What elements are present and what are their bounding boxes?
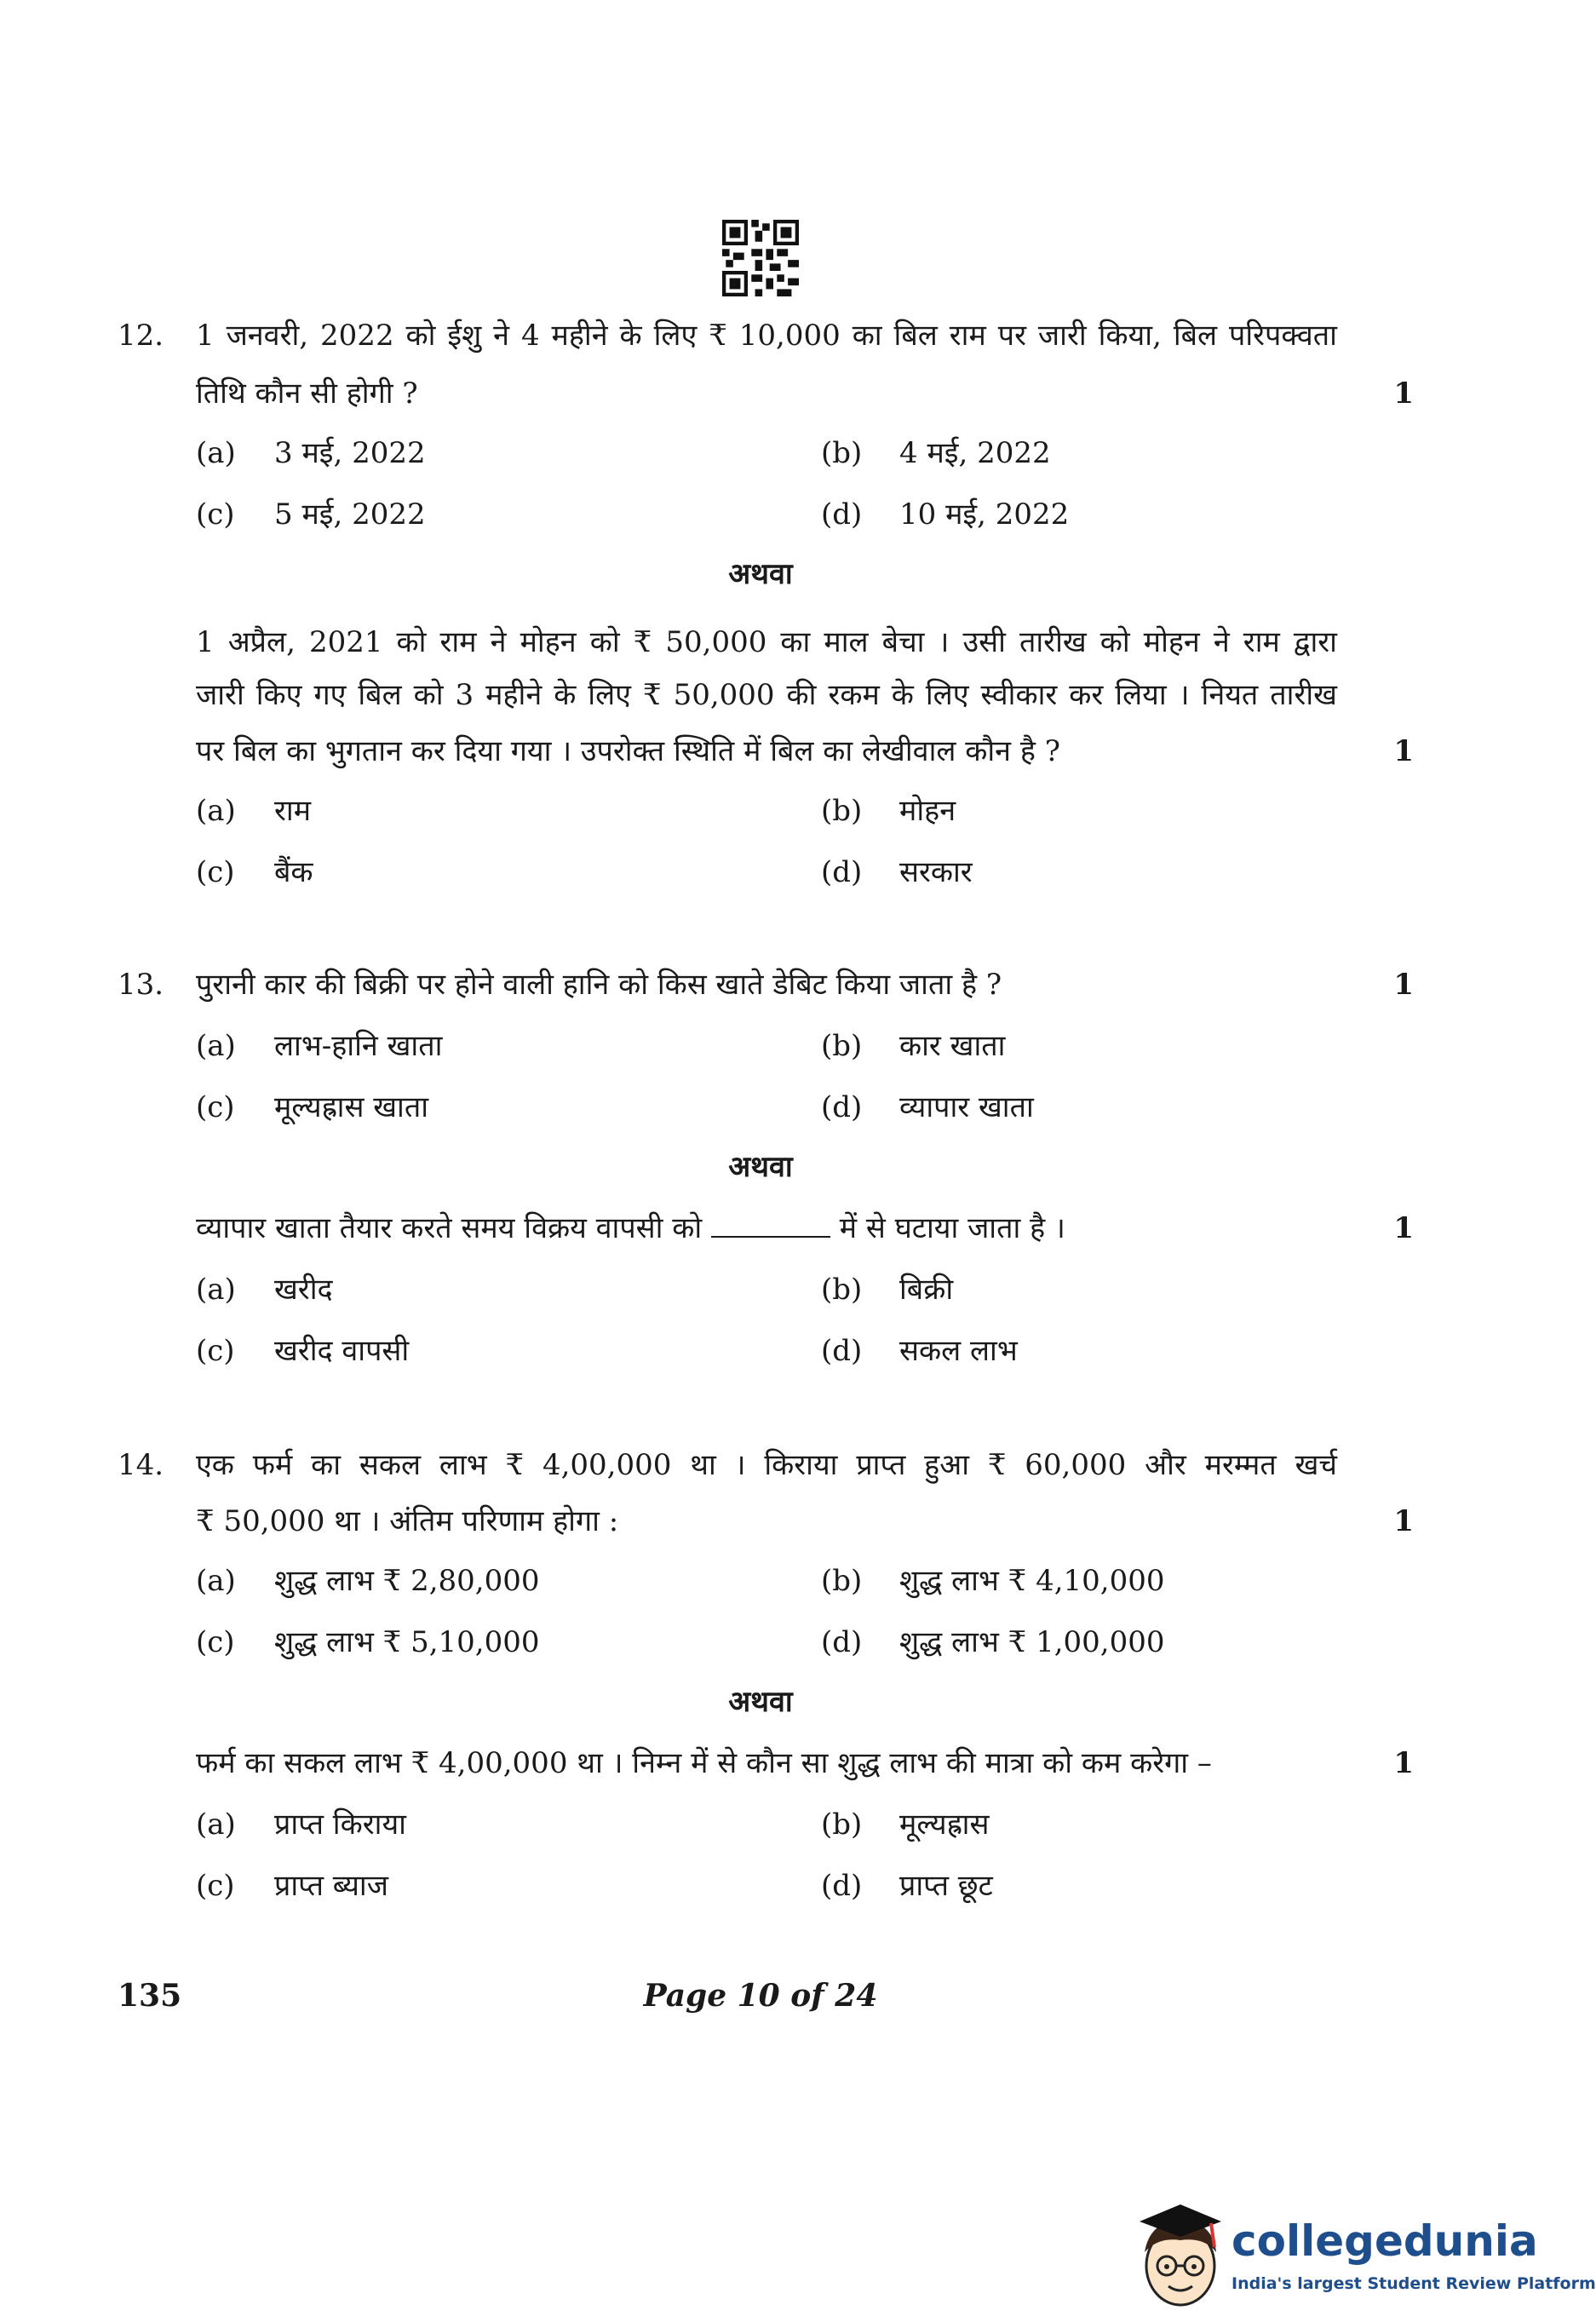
question-text: फर्म का सकल लाभ ₹ 4,00,000 था । निम्न में से कौन सा शुद्ध लाभ की मात्रा को कम करेगा – xyxy=(196,1746,1212,1780)
option-b xyxy=(821,1806,989,1843)
option-label: (b) xyxy=(821,1564,863,1598)
marks: 1 xyxy=(1393,734,1414,768)
option-a xyxy=(196,434,426,472)
question-number: 12. xyxy=(118,319,164,353)
option-text: प्राप्त किराया xyxy=(274,1808,406,1842)
option-text: व्यापार खाता xyxy=(899,1090,1034,1124)
option-b xyxy=(821,792,956,830)
option-c xyxy=(196,496,426,533)
option-text: शुद्ध लाभ ₹ 2,80,000 xyxy=(274,1564,540,1598)
option-text: मूल्यह्रास xyxy=(899,1808,990,1842)
option-a xyxy=(196,1562,540,1600)
option-label: (b) xyxy=(821,1029,863,1063)
option-text: शुद्ध लाभ ₹ 1,00,000 xyxy=(899,1625,1165,1659)
option-text: कार खाता xyxy=(899,1029,1006,1063)
option-text: सरकार xyxy=(899,855,973,889)
brand-name: collegedunia xyxy=(1231,2216,1538,2266)
option-text: शुद्ध लाभ ₹ 4,10,000 xyxy=(899,1564,1165,1598)
option-d xyxy=(821,496,1069,533)
option-b xyxy=(821,1562,1165,1600)
option-label: (a) xyxy=(196,436,236,470)
option-label: (c) xyxy=(196,497,235,532)
option-text: राम xyxy=(274,794,312,828)
option-label: (b) xyxy=(821,1808,863,1842)
question-text: पर बिल का भुगतान कर दिया गया । उपरोक्त स्थिति में बिल का लेखीवाल कौन है ? xyxy=(196,734,1060,768)
question-text-part: व्यापार खाता तैयार करते समय विक्रय वापसी को xyxy=(196,1211,703,1245)
option-text: 5 मई, 2022 xyxy=(274,497,426,532)
option-text: खरीद xyxy=(274,1273,333,1307)
option-text: शुद्ध लाभ ₹ 5,10,000 xyxy=(274,1625,540,1659)
or-separator: अथवा xyxy=(728,1150,793,1184)
mascot-icon xyxy=(1133,2203,1228,2315)
option-b xyxy=(821,1271,953,1308)
question-text: जारी किए गए बिल को 3 महीने के लिए ₹ 50,000 की रकम के लिए स्वीकार कर लिया । नियत तारीख xyxy=(196,678,1337,712)
marks: 1 xyxy=(1393,376,1414,411)
qr-code-icon xyxy=(722,220,799,296)
option-text: 3 मई, 2022 xyxy=(274,436,426,470)
marks: 1 xyxy=(1393,968,1414,1002)
option-text: लाभ-हानि खाता xyxy=(274,1029,443,1063)
option-d xyxy=(821,1624,1165,1661)
marks: 1 xyxy=(1393,1211,1414,1245)
option-label: (a) xyxy=(196,1273,236,1307)
marks: 1 xyxy=(1393,1504,1414,1538)
option-c xyxy=(196,1089,428,1126)
option-d xyxy=(821,1867,993,1905)
option-text: मूल्यह्रास खाता xyxy=(274,1090,429,1124)
option-label: (d) xyxy=(821,1869,863,1903)
question-number: 14. xyxy=(118,1448,164,1482)
option-a xyxy=(196,792,311,830)
paper-code: 135 xyxy=(118,1978,182,2014)
option-d xyxy=(821,1332,1018,1370)
option-label: (a) xyxy=(196,1029,236,1063)
option-b xyxy=(821,1027,1005,1065)
option-label: (d) xyxy=(821,1334,863,1368)
option-text: 4 मई, 2022 xyxy=(899,436,1051,470)
fill-in-blank xyxy=(711,1210,830,1238)
option-label: (c) xyxy=(196,1869,235,1903)
or-separator: अथवा xyxy=(728,1685,793,1719)
question-text: 1 अप्रैल, 2021 को राम ने मोहन को ₹ 50,000 का माल बेचा । उसी तारीख को मोहन ने राम द्वारा xyxy=(196,625,1337,659)
option-d xyxy=(821,1089,1034,1126)
option-label: (c) xyxy=(196,1625,235,1659)
option-d xyxy=(821,854,973,891)
option-c xyxy=(196,1867,388,1905)
option-c xyxy=(196,1332,409,1370)
question-text: एक फर्म का सकल लाभ ₹ 4,00,000 था । किराया प्राप्त हुआ ₹ 60,000 और मरम्मत खर्च xyxy=(196,1448,1337,1482)
page-number: Page 10 of 24 xyxy=(643,1978,878,2014)
option-label: (b) xyxy=(821,1273,863,1307)
option-text: सकल लाभ xyxy=(899,1334,1018,1368)
option-label: (b) xyxy=(821,436,863,470)
option-label: (d) xyxy=(821,1625,863,1659)
option-label: (d) xyxy=(821,497,863,532)
option-b xyxy=(821,434,1051,472)
option-label: (a) xyxy=(196,1564,236,1598)
option-c xyxy=(196,854,313,891)
option-text: बिक्री xyxy=(899,1273,954,1307)
option-text: प्राप्त ब्याज xyxy=(274,1869,388,1903)
option-text: मोहन xyxy=(899,794,956,828)
question-text: तिथि कौन सी होगी ? xyxy=(196,376,418,411)
option-text: बैंक xyxy=(274,855,313,889)
question-number: 13. xyxy=(118,968,164,1002)
brand-tagline: India's largest Student Review Platform xyxy=(1231,2274,1596,2293)
option-text: 10 मई, 2022 xyxy=(899,497,1070,532)
marks: 1 xyxy=(1393,1746,1414,1780)
option-a xyxy=(196,1027,442,1065)
question-text: ₹ 50,000 था । अंतिम परिणाम होगा : xyxy=(196,1504,619,1538)
or-separator: अथवा xyxy=(728,557,793,591)
option-label: (c) xyxy=(196,1334,235,1368)
question-text xyxy=(196,1210,1337,1247)
option-label: (a) xyxy=(196,1808,236,1842)
option-label: (d) xyxy=(821,855,863,889)
option-label: (a) xyxy=(196,794,236,828)
option-a xyxy=(196,1806,406,1843)
option-label: (c) xyxy=(196,855,235,889)
question-text: पुरानी कार की बिक्री पर होने वाली हानि को किस खाते डेबिट किया जाता है ? xyxy=(196,968,1002,1002)
question-text: 1 जनवरी, 2022 को ईशु ने 4 महीने के लिए ₹ 10,000 का बिल राम पर जारी किया, बिल परिपक्वता xyxy=(196,319,1337,353)
option-a xyxy=(196,1271,333,1308)
option-c xyxy=(196,1624,540,1661)
option-text: प्राप्त छूट xyxy=(899,1869,993,1903)
collegedunia-logo xyxy=(1124,2198,1596,2317)
option-label: (c) xyxy=(196,1090,235,1124)
option-label: (d) xyxy=(821,1090,863,1124)
option-label: (b) xyxy=(821,794,863,828)
question-text-part: में से घटाया जाता है । xyxy=(839,1211,1065,1245)
option-text: खरीद वापसी xyxy=(274,1334,410,1368)
